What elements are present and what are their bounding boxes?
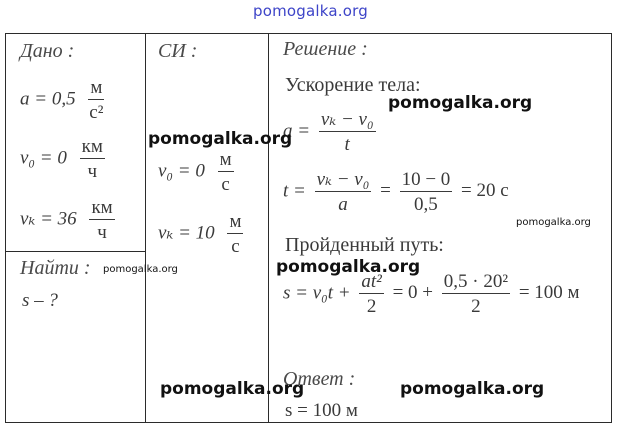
si-v0-lhs: v₀ = 0 [158,160,205,182]
formula2-lhs: t = [283,180,306,202]
column-divider-2 [268,33,269,423]
formula1-den: t [344,134,350,155]
given-vk-unit-num: км [91,197,113,218]
watermark: pomogalka.org [103,264,178,275]
formula-time [283,170,509,214]
watermark: pomogalka.org [276,257,421,277]
formula2-den1: a [338,194,348,215]
si-vk-unit [227,212,243,256]
formula2-num2: 10 − 0 [401,169,451,190]
formula2-result: = 20 с [461,180,509,202]
acceleration-title: Ускорение тела: [285,74,421,96]
formula2-fraction1 [315,170,372,214]
watermark: pomogalka.org [516,217,591,228]
formula3-fraction1 [359,272,383,316]
given-vk-unit [89,198,114,242]
formula3-num1: at² [361,271,382,292]
given-find-divider [5,251,146,252]
watermark: pomogalka.org [400,379,545,399]
find-header: Найти : [20,257,91,279]
given-a-unit-den: с² [89,102,104,123]
watermark: pomogalka.org [148,129,293,149]
si-v0-unit-den: с [221,174,230,195]
given-a-unit [88,78,104,122]
si-initial-velocity [158,150,234,194]
given-v0-lhs: v₀ = 0 [20,147,67,169]
formula2-eq: = [380,180,391,202]
formula2-den2: 0,5 [414,194,438,215]
formula2-num1: vₖ − v₀ [316,169,370,190]
column-divider-1 [145,33,146,423]
answer-value [285,400,358,422]
answer-text: s = 100 м [285,400,358,421]
given-initial-velocity [20,137,105,181]
formula1-num: vₖ − v₀ [320,109,374,130]
watermark: pomogalka.org [388,93,533,113]
find-value: s – ? [22,290,58,311]
solution-header: Решение : [283,38,368,60]
given-a-lhs: a = 0,5 [20,88,76,110]
answer-header: Ответ : [283,368,356,390]
given-header: Дано : [20,40,75,62]
formula3-num2: 0,5 · 20² [443,271,509,292]
given-v0-unit-num: км [81,136,103,157]
formula-acceleration [283,110,376,154]
given-a-unit-num: м [90,77,103,98]
formula1-fraction [319,110,376,154]
watermark: pomogalka.org [160,379,305,399]
given-v0-unit [80,137,105,181]
site-header[interactable]: pomogalka.org [253,2,368,20]
formula2-fraction2 [400,170,453,214]
given-vk-unit-den: ч [97,222,107,243]
si-vk-unit-num: м [229,211,242,232]
formula3-mid: = 0 + [392,282,434,304]
given-v0-unit-den: ч [87,161,98,182]
given-acceleration [20,78,104,122]
formula3-fraction2 [442,272,510,316]
si-final-velocity [158,212,243,256]
si-v0-unit-num: м [219,149,232,170]
si-vk-lhs: vₖ = 10 [158,222,215,244]
si-vk-unit-den: с [231,236,240,257]
formula-distance [283,272,580,316]
given-final-velocity [20,198,115,242]
formula3-result: = 100 м [518,282,580,304]
si-header: СИ : [158,40,198,62]
formula3-den1: 2 [366,296,377,317]
si-v0-unit [218,150,234,194]
formula3-den2: 2 [471,296,481,317]
formula1-lhs: a = [283,120,311,142]
given-vk-lhs: vₖ = 36 [20,208,77,230]
formula3-lhs: s = v₀t + [283,282,351,304]
distance-title: Пройденный путь: [285,234,444,256]
